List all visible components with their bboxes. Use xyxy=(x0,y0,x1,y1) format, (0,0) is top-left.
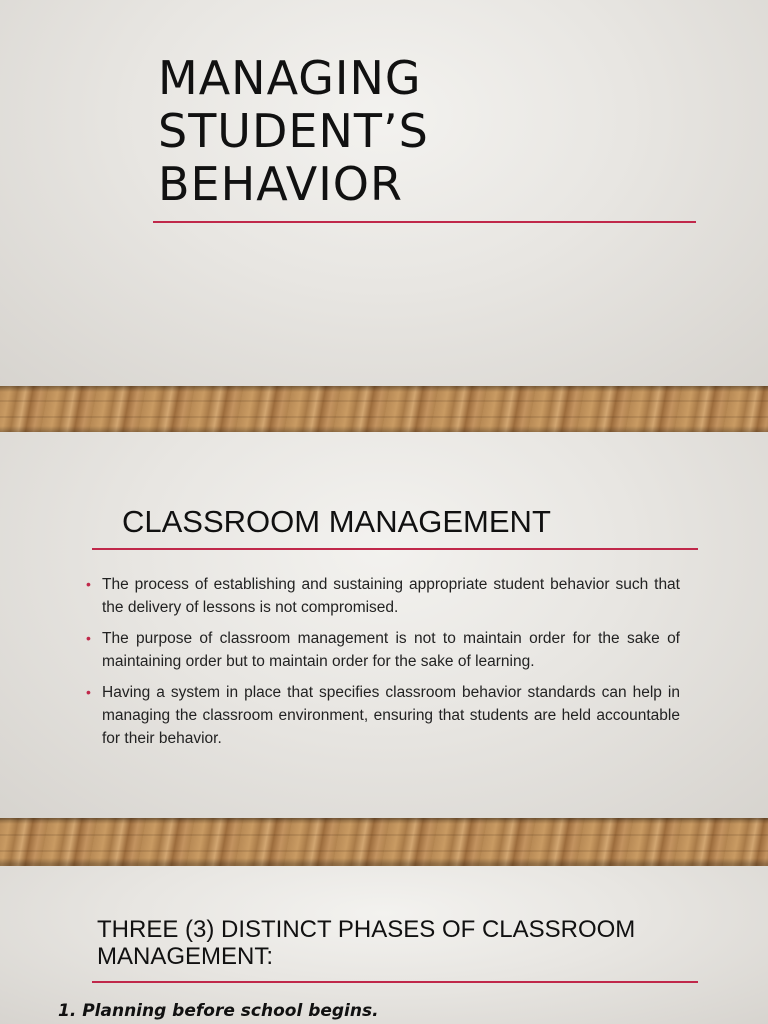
slide-2-title: CLASSROOM MANAGEMENT xyxy=(122,504,551,539)
bullet-text: The process of establishing and sustaining appropriate student behavior such that the delivery of lessons is not compromised. xyxy=(102,576,680,616)
title-underline xyxy=(92,981,698,983)
bullet-text: Having a system in place that specifies classroom behavior standards can help in managing the classroom environment, ensuring that students are held accountable for their behavior. xyxy=(102,684,680,747)
bullet-item xyxy=(86,627,680,673)
slide-1-title: MANAGING STUDENT’S BEHAVIOR xyxy=(158,51,429,211)
bullet-list xyxy=(86,573,680,758)
phase-item: 1. Planning before school begins. xyxy=(58,1001,379,1021)
bullet-item xyxy=(86,573,680,619)
title-underline xyxy=(153,221,696,223)
title-underline xyxy=(92,548,698,550)
wood-floor-divider xyxy=(0,386,768,432)
bullet-text: The purpose of classroom management is not to maintain order for the sake of maintaining order but to maintain order for the sake of learning. xyxy=(102,630,680,670)
bullet-item xyxy=(86,681,680,750)
bullet-icon: • xyxy=(86,630,91,646)
bullet-icon: • xyxy=(86,576,91,592)
slide-3-title: THREE (3) DISTINCT PHASES OF CLASSROOM MANAGEMENT: xyxy=(97,916,636,970)
bullet-icon: • xyxy=(86,684,91,700)
wood-floor-divider xyxy=(0,818,768,866)
slide-title xyxy=(0,0,768,386)
